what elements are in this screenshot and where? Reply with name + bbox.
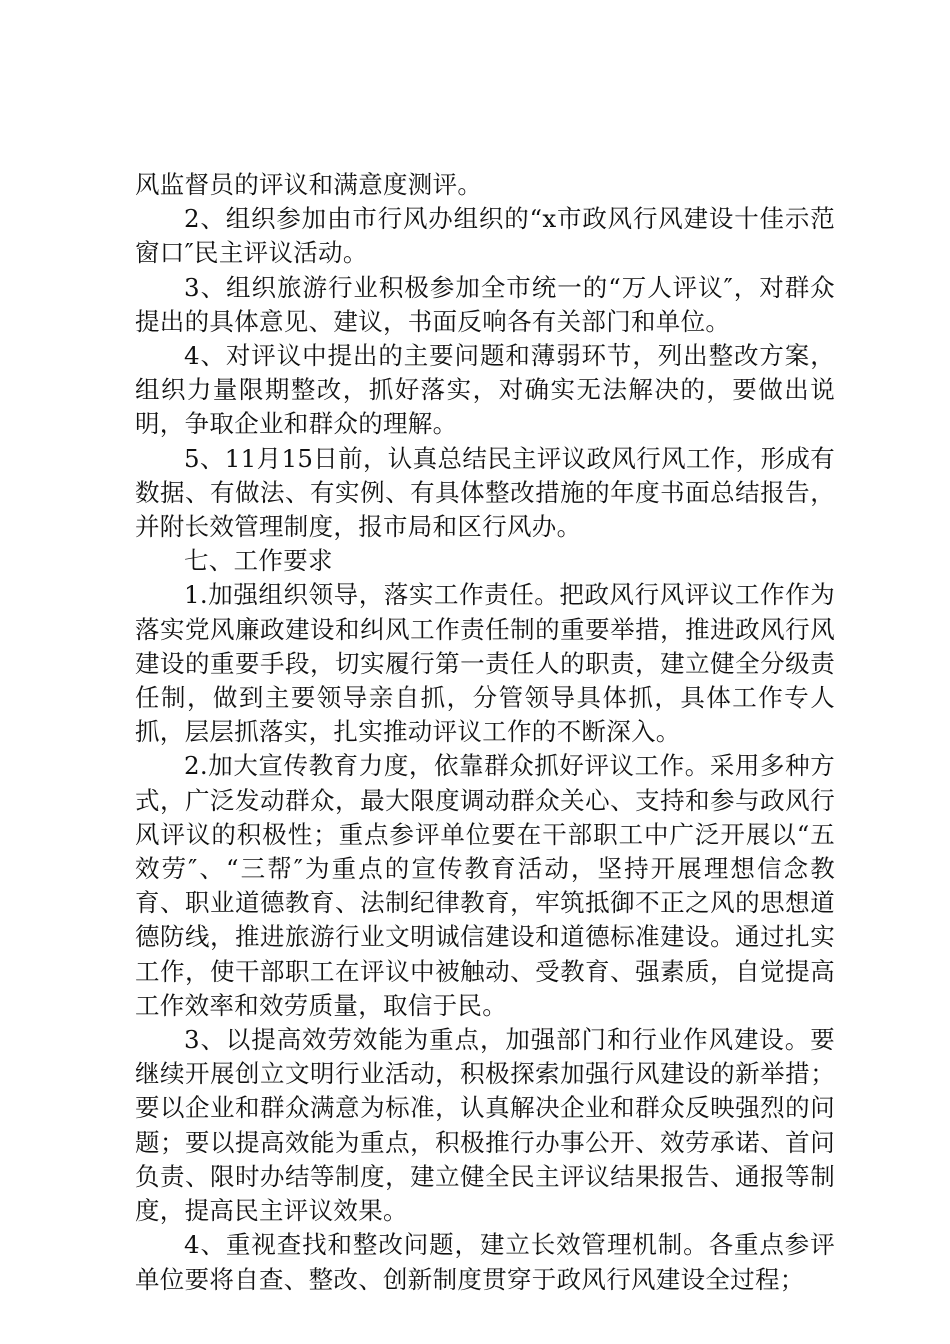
document-body: [135, 168, 835, 1297]
paragraph-8: 2.加大宣传教育力度，依靠群众抓好评议工作。采用多种方式，广泛发动群众，最大限度调动群众关心、支持和参与政风行风评议的积极性；重点参评单位要在干部职工中广泛开展以“五效劳″、“三帮″为重点的宣传教育活动，坚持开展理想信念教育、职业道德教育、法制纪律教育，牢筑抵御不正之风的思想道德防线，推进旅游行业文明诚信建设和道德标准建设。通过扎实工作，使干部职工在评议中被触动、受教育、强素质，自觉提高工作效率和效劳质量，取信于民。: [135, 751, 836, 1020]
paragraph-4: 4、对评议中提出的主要问题和薄弱环节，列出整改方案，组织力量限期整改，抓好落实，对确实无法解决的，要做出说明，争取企业和群众的理解。: [135, 341, 835, 439]
paragraph-3: 3、组织旅游行业积极参加全市统一的“万人评议″，对群众提出的具体意见、建议，书面反响各有关部门和单位。: [135, 272, 835, 336]
paragraph-5: 5、11月15日前，认真总结民主评议政风行风工作，形成有数据、有做法、有实例、有具体整改措施的年度书面总结报告，并附长效管理制度，报市局和区行风办。: [135, 443, 835, 542]
paragraph-7: 1.加强组织领导，落实工作责任。把政风行风评议工作作为落实党风廉政建设和纠风工作责任制的重要举措，推进政风行风建设的重要手段，切实履行第一责任人的职责，建立健全分级责任制，做到主要领导亲自抓，分管领导具体抓，具体工作专人抓，层层抓落实，扎实推动评议工作的不断深入。: [135, 580, 835, 747]
paragraph-9: 3、以提高效劳效能为重点，加强部门和行业作风建设。要继续开展创立文明行业活动，积极探索加强行风建设的新举措；要以企业和群众满意为标准，认真解决企业和群众反映强烈的问题；要以提高效能为重点，积极推行办事公开、效劳承诺、首问负责、限时办结等制度，建立健全民主评议结果报告、通报等制度，提高民主评议效果。: [135, 1025, 835, 1226]
paragraph-2: 2、组织参加由市行风办组织的“x市政风行风建设十佳示范窗口″民主评议活动。: [135, 204, 835, 268]
paragraph-1: 风监督员的评议和满意度测评。: [135, 170, 483, 199]
section-heading-work-requirements: 七、工作要求: [184, 546, 333, 576]
paragraph-10: 4、重视查找和整改问题，建立长效管理机制。各重点参评单位要将自查、整改、创新制度贯穿于政风行风建设全过程；: [135, 1230, 835, 1294]
